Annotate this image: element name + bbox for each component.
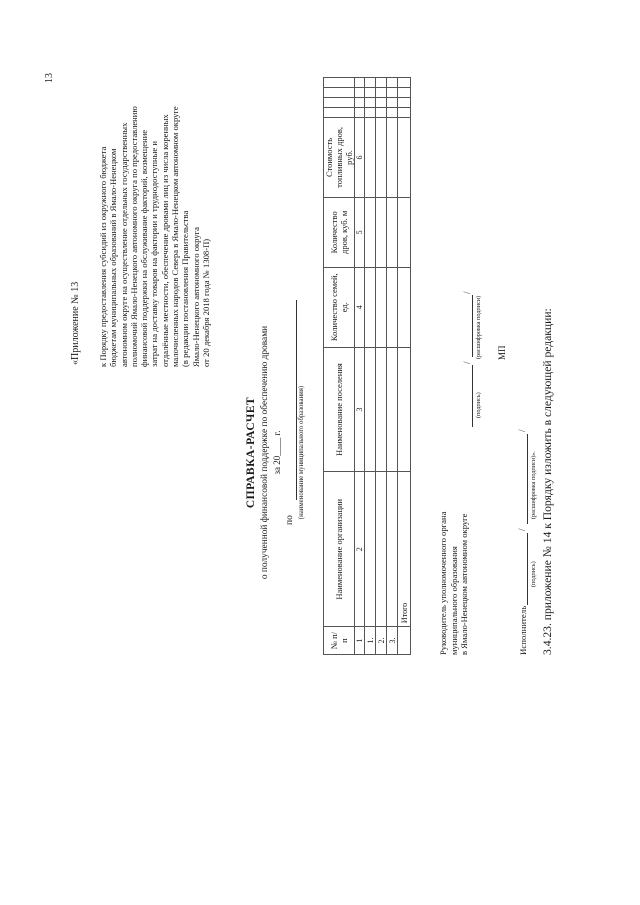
table-extra-cell [376, 108, 387, 118]
column-header-families: Количество семей, ед. [324, 267, 355, 347]
head-signature-line [472, 365, 473, 427]
appendix-line: финансовой поддержки на обслуживание факторий, возмещение [139, 129, 150, 367]
signature-separator: / [517, 528, 527, 531]
table-extra-cell [398, 98, 411, 108]
appendix-line: малочисленных народов Севера в Ямало-Ненецком автономном округе [170, 106, 181, 367]
table-cell [387, 197, 398, 267]
table-cell [387, 472, 398, 627]
municipality-blank-line [296, 300, 297, 500]
head-decoding-line [472, 295, 473, 357]
appendix-line: затрат на доставку товаров на фактории и труднодоступные и [149, 141, 160, 367]
table-extra-cell [365, 108, 376, 118]
executor-label: Исполнитель [518, 605, 528, 655]
column-number: 2 [355, 472, 365, 627]
table-cell [376, 472, 387, 627]
table-cell [376, 118, 387, 198]
reporting-period: за 20____ г. [272, 430, 282, 475]
table-header-row [324, 78, 355, 655]
appendix-line: к Порядку предоставления субсидий из окружного бюджета [98, 146, 108, 367]
municipality-caption: (наименование муниципального образования) [298, 385, 305, 520]
appendix-line: отдалённые местности, обеспечение дровами лиц из числа коренных [159, 114, 170, 367]
authority-head-line: в Ямало-Ненецком автономном округе [459, 513, 469, 655]
table-cell [365, 197, 376, 267]
table-row [387, 78, 398, 655]
municipality-prefix: по [285, 515, 295, 525]
column-number: 1 [355, 627, 365, 655]
table-extra-cell [387, 78, 398, 88]
column-header-settlement: Наименование поселения [324, 347, 355, 472]
table-extra-cell [387, 98, 398, 108]
table-extra-cell [324, 78, 355, 88]
table-extra-cell [365, 88, 376, 98]
row-number: 1. [365, 627, 376, 655]
appendix-line: полномочий Ямало-Ненецкого автономного округа по предоставлению [128, 106, 139, 367]
table-cell [387, 267, 398, 347]
column-number: 6 [355, 118, 365, 198]
document-title: СПРАВКА-РАСЧЕТ [245, 396, 257, 509]
table-extra-cell [376, 78, 387, 88]
table-extra-cell [398, 88, 411, 98]
authority-head-line: Руководитель уполномоченного органа [438, 511, 448, 655]
signature-separator: / [462, 361, 472, 364]
authority-head-label [438, 512, 470, 655]
table-cell [376, 347, 387, 472]
head-decoding-caption: (расшифровка подписи) [475, 295, 482, 359]
column-header-firewood-volume: Количество дров, куб. м [324, 197, 355, 267]
column-header-organization: Наименование организации [324, 472, 355, 627]
table-extra-cell [355, 78, 365, 88]
table-cell [398, 267, 411, 347]
calculation-table [323, 77, 411, 655]
table-cell [376, 197, 387, 267]
table-extra-cell [376, 88, 387, 98]
column-header-number: № п/п [324, 627, 355, 655]
executor-decoding-caption: (расшифровка подписи)». [530, 451, 537, 519]
row-number: 2. [376, 627, 387, 655]
table-extra-cell [365, 78, 376, 88]
table-extra-cell [365, 98, 376, 108]
authority-head-line: муниципального образования [448, 546, 459, 655]
table-cell [365, 118, 376, 198]
table-extra-cell [398, 108, 411, 118]
table-extra-cell [324, 88, 355, 98]
appendix-line: автономном округе на осуществление отдельных государственных [118, 122, 129, 367]
head-signature-caption: (подпись) [475, 392, 482, 418]
appendix-line: (в редакции постановления Правительства [180, 210, 191, 367]
document-subtitle: о полученной финансовой поддержке по обеспечению дровами [260, 325, 270, 580]
total-row [398, 78, 411, 655]
table-extra-cell [387, 88, 398, 98]
page-number: 13 [44, 73, 55, 83]
table-extra-cell [376, 98, 387, 108]
table-extra-cell [387, 108, 398, 118]
table-extra-cell [355, 98, 365, 108]
appendix-line: бюджетам муниципальных образований в Ямало-Ненецком [108, 148, 119, 367]
table-cell [398, 627, 411, 655]
table-cell [398, 197, 411, 267]
column-header-firewood-cost: Стоимость топливных дров, руб. [324, 118, 355, 198]
executor-decoding-line [527, 434, 528, 524]
table-extra-cell [324, 108, 355, 118]
table-cell [365, 267, 376, 347]
table-cell [376, 267, 387, 347]
amendment-text: 3.4.23. приложение № 14 к Порядку изложить в следующей редакции: [541, 308, 554, 655]
table-cell [398, 118, 411, 198]
table-row [376, 78, 387, 655]
signature-separator: / [462, 291, 472, 294]
table-row [365, 78, 376, 655]
table-cell [365, 347, 376, 472]
signature-separator: / [517, 429, 527, 432]
column-number-row [355, 78, 365, 655]
table-extra-cell [324, 98, 355, 108]
table-extra-cell [355, 108, 365, 118]
column-number: 3 [355, 347, 365, 472]
column-number: 5 [355, 197, 365, 267]
column-number: 4 [355, 267, 365, 347]
appendix-line: от 20 декабря 2018 года № 1308-П) [200, 238, 211, 367]
appendix-reference [98, 106, 211, 367]
total-label: Итого [398, 472, 411, 627]
executor-signature-caption: (подпись) [530, 561, 537, 587]
table-cell [387, 347, 398, 472]
appendix-line: Ямало-Ненецкого автономного округа [190, 227, 201, 367]
row-number: 3. [387, 627, 398, 655]
table-extra-cell [355, 88, 365, 98]
table-extra-cell [398, 78, 411, 88]
executor-signature-line [527, 533, 528, 605]
stamp-place: МП [497, 345, 507, 360]
appendix-title: «Приложение № 13 [70, 281, 81, 365]
table-cell [365, 472, 376, 627]
table-cell [387, 118, 398, 198]
table-cell [398, 347, 411, 472]
